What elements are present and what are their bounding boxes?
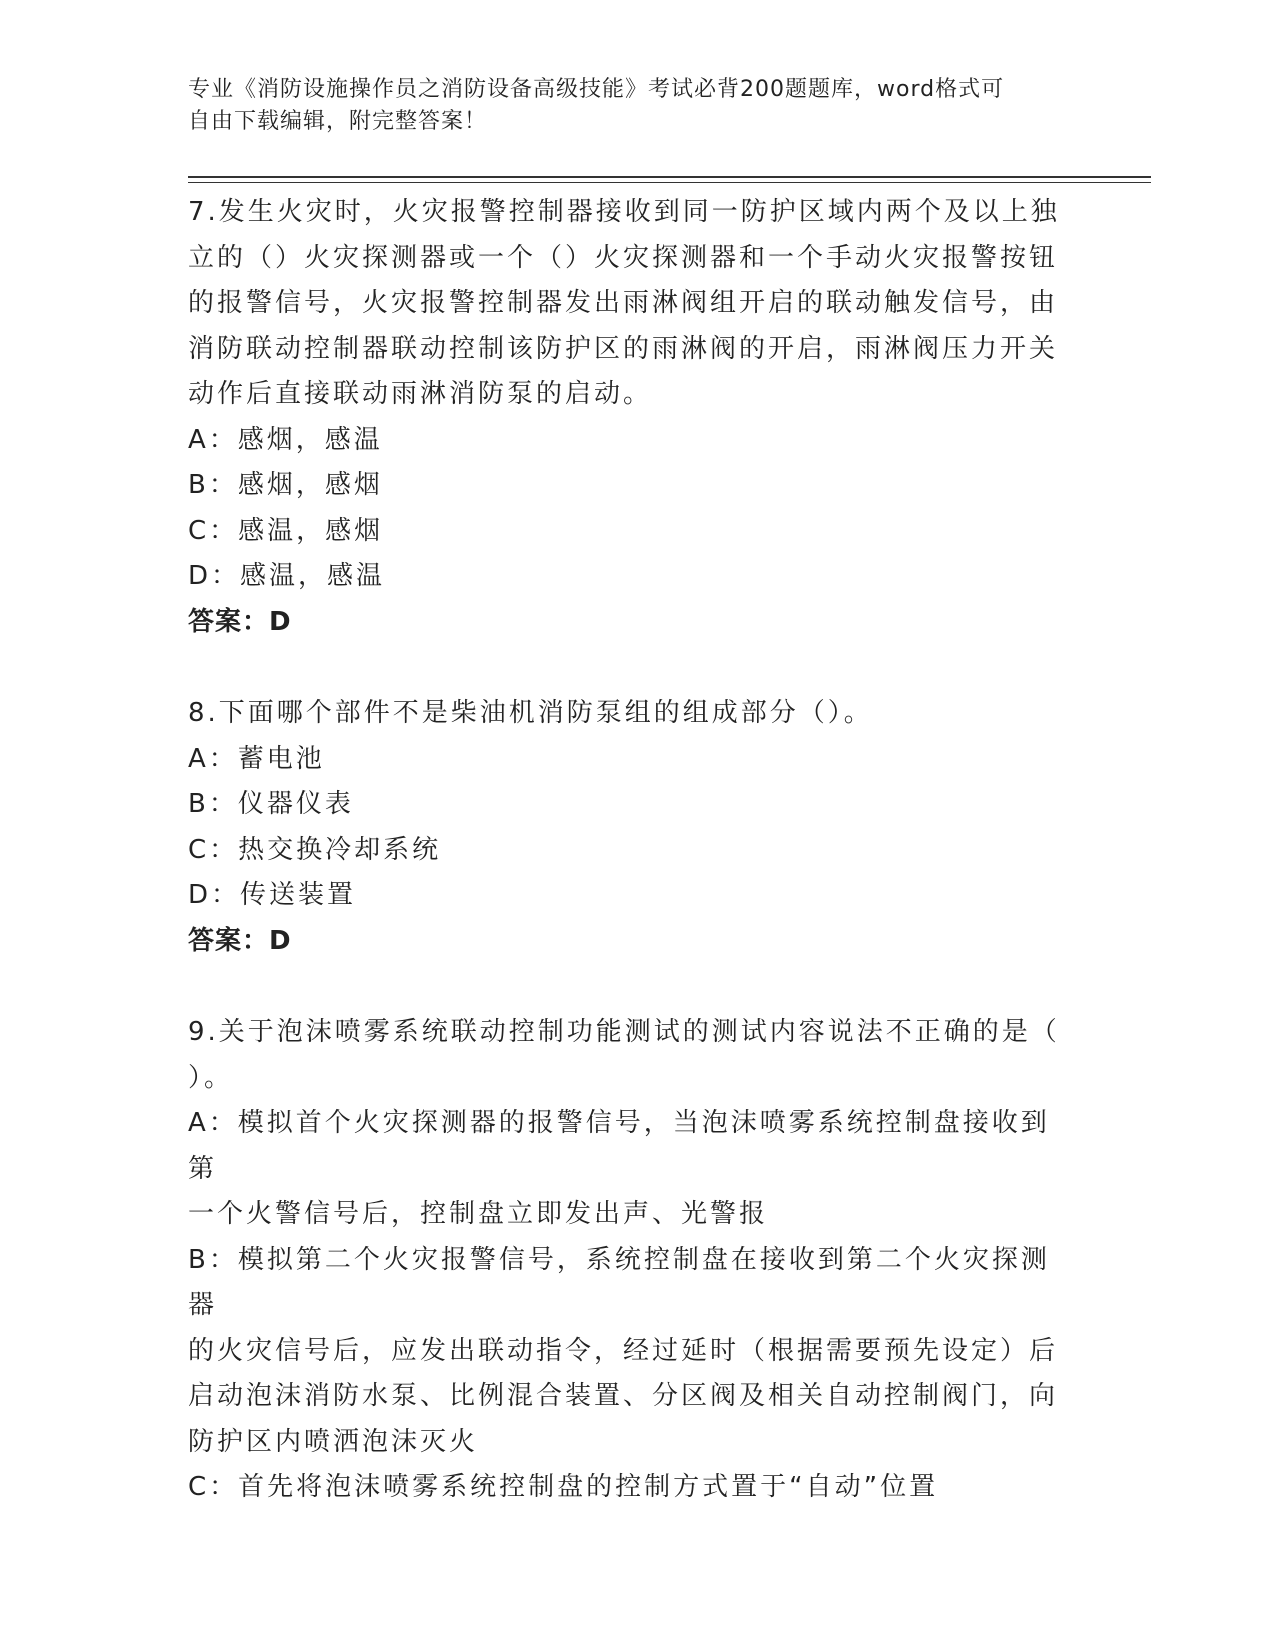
- option-c: C：感温，感烟: [188, 515, 384, 546]
- page-header: [188, 74, 1088, 138]
- question-line: 8.下面哪个部件不是柴油机消防泵组的组成部分（）。: [188, 698, 873, 728]
- option-b: B：仪器仪表: [188, 789, 354, 819]
- option-a: A：蓄电池: [188, 743, 325, 774]
- header-divider: [188, 176, 1151, 178]
- option-a: A：感烟，感温: [188, 424, 383, 455]
- option-d: D：感温，感温: [188, 561, 386, 591]
- question-line: 动作后直接联动雨淋消防泵的启动。: [188, 379, 653, 409]
- answer: 答案：D: [188, 606, 292, 637]
- question-line: 7.发生火灾时，火灾报警控制器接收到同一防护区域内两个及以上独: [188, 197, 1060, 227]
- question-line: 的报警信号，火灾报警控制器发出雨淋阀组开启的联动触发信号，由: [188, 288, 1059, 318]
- question-line: 立的（）火灾探测器或一个（）火灾探测器和一个手动火灾报警按钮: [188, 242, 1059, 273]
- question-line: 9.关于泡沫喷雾系统联动控制功能测试的测试内容说法不正确的是（: [188, 1017, 1060, 1047]
- question-9: [188, 1010, 1068, 1511]
- option-a-cont: 一个火警信号后，控制盘立即发出声、光警报: [188, 1199, 769, 1229]
- question-line: ）。: [188, 1062, 234, 1093]
- header-line: 专业《消防设施操作员之消防设备高级技能》考试必背200题题库，word格式可: [188, 77, 1005, 102]
- spacer: [188, 964, 1068, 1010]
- header-divider-thin: [188, 182, 1151, 183]
- option-b-cont: 启动泡沫消防水泵、比例混合装置、分区阀及相关自动控制阀门，向: [188, 1381, 1059, 1411]
- header-line: 自由下载编辑，附完整答案！: [188, 109, 488, 134]
- option-c: C：热交换冷却系统: [188, 834, 442, 865]
- option-d: D：传送装置: [188, 880, 357, 910]
- option-c: C：首先将泡沫喷雾系统控制盘的控制方式置于“自动”位置: [188, 1472, 939, 1502]
- spacer: [188, 645, 1068, 691]
- question-list: [188, 190, 1068, 1511]
- question-line: 消防联动控制器联动控制该防护区的雨淋阀的开启，雨淋阀压力开关: [188, 333, 1059, 364]
- option-a: A：模拟首个火灾探测器的报警信号，当泡沫喷雾系统控制盘接收到第: [188, 1108, 1050, 1184]
- question-7: [188, 190, 1068, 645]
- option-b: B：模拟第二个火灾报警信号，系统控制盘在接收到第二个火灾探测器: [188, 1244, 1050, 1320]
- option-b: B：感烟，感烟: [188, 470, 383, 500]
- option-b-cont: 防护区内喷洒泡沫灭火: [188, 1426, 479, 1457]
- question-8: [188, 691, 1068, 964]
- answer: 答案：D: [188, 925, 292, 956]
- option-b-cont: 的火灾信号后，应发出联动指令，经过延时（根据需要预先设定）后: [188, 1335, 1059, 1366]
